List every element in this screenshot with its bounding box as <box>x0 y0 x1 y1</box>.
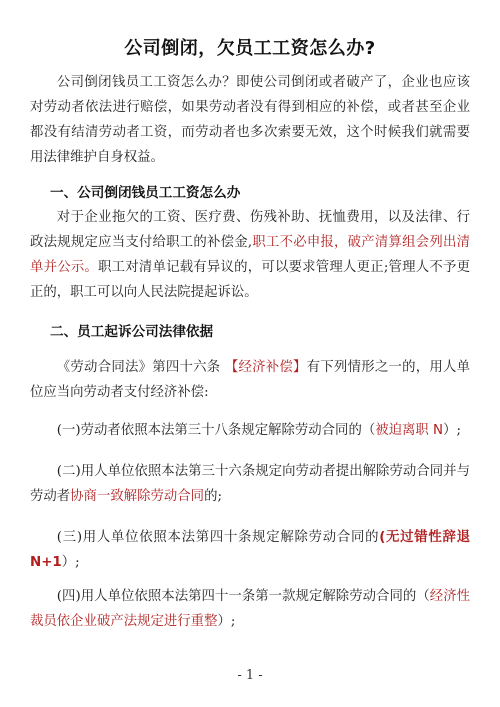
clause-1-highlight: 被迫离职 N <box>375 423 444 438</box>
section-2-heading: 二、员工起诉公司法律依据 <box>50 324 214 340</box>
clause-2-highlight: 协商一致解除劳动合同 <box>70 489 205 504</box>
clause-2-end: 的; <box>204 489 222 504</box>
law-article-name: 《劳动合同法》第四十六条 <box>56 360 225 375</box>
clause-item-3 <box>30 525 470 575</box>
clause-1-end: ）; <box>443 423 461 438</box>
clause-4-text: (四)用人单位依照本法第四十一条第一款规定解除劳动合同的（ <box>56 589 430 604</box>
law-article-text: 有下列情形之一的，用人单位应当向劳动者支付经济补偿: <box>30 360 471 400</box>
section-1-paragraph <box>30 205 470 305</box>
clause-3-text: (三)用人单位依照本法第四十条规定解除劳动合同的 <box>56 530 380 545</box>
section-1-highlight: 职工不必申报，破产清算组会列出清单并公示。 <box>30 235 470 275</box>
intro-paragraph: 公司倒闭钱员工工资怎么办？即使公司倒闭或者破产了，企业也应该对劳动者依法进行赔偿，如果劳动者没有得到相应的补偿，或者甚至企业都没有结清劳动者工资，而劳动者也多次索要无效，这个时候我们就需要用法律维护自身权益。 <box>30 75 470 165</box>
clause-2-text: (二)用人单位依照本法第三十六条规定向劳动者提出解除劳动合同并与劳动者 <box>30 464 470 504</box>
clause-4-highlight: 经济性裁员依企业破产法规定进行重整 <box>30 589 471 629</box>
section-1-heading: 一、公司倒闭钱员工工资怎么办 <box>50 185 241 201</box>
law-article-paragraph <box>30 355 470 405</box>
clause-3-end: ）; <box>61 555 80 570</box>
clause-item-1 <box>30 418 470 443</box>
section-1-text-b: 职工对清单记载有异议的，可以要求管理人更正;管理人不予更正的，职工可以向人民法院提起诉讼。 <box>30 260 470 300</box>
clause-item-2 <box>30 459 470 509</box>
law-article-tag: 【经济补偿】 <box>224 360 307 375</box>
clause-1-text: (一)劳动者依照本法第三十八条规定解除劳动合同的（ <box>56 423 376 438</box>
page-number: - 1 - <box>237 668 263 683</box>
section-1-text-a: 对于企业拖欠的工资、医疗费、伤残补助、抚恤费用，以及法律、行政法规规定应当支付给职工的补偿金, <box>30 210 470 250</box>
clause-4-end: ）; <box>217 614 236 629</box>
clause-item-4 <box>30 584 470 634</box>
page-title: 公司倒闭，欠员工工资怎么办? <box>124 38 376 59</box>
clause-3-highlight: (无过错性辞退 N+1 <box>30 530 470 570</box>
